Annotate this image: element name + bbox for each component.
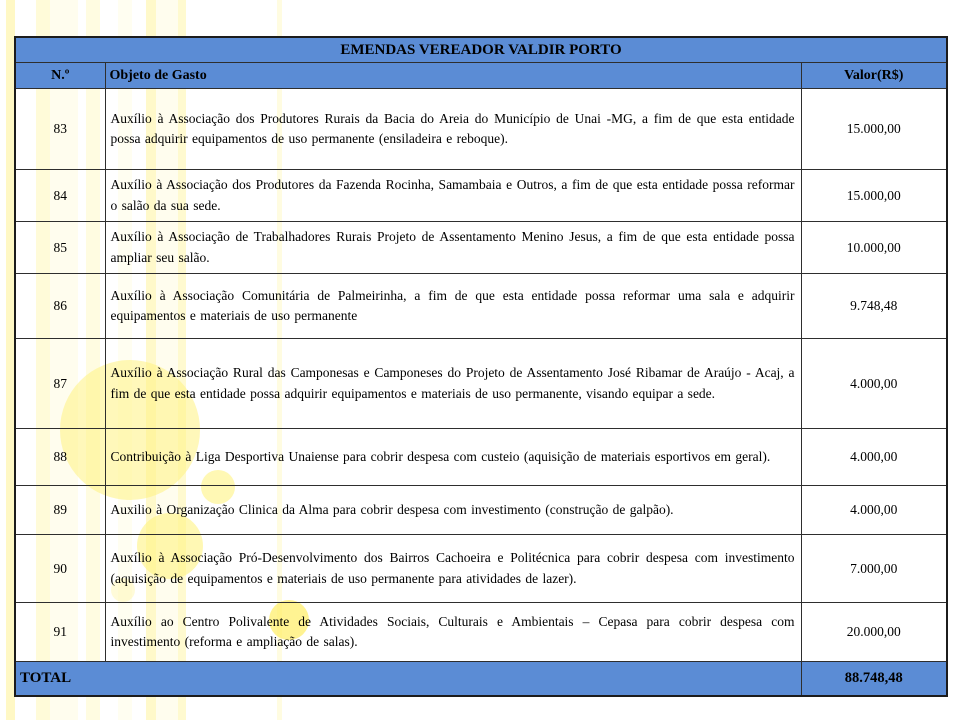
row-object-cell: Auxílio à Associação dos Produtores Rurais da Bacia do Areia do Município de Unai -MG, a fim de que esta entidade possa adquirir equipamentos de uso permanente (ensiladeira e reboque). [105,89,801,170]
table-title-row [15,37,947,63]
table-row [15,535,947,603]
row-number-cell: 85 [15,222,105,274]
row-number-cell: 86 [15,274,105,339]
row-number-cell: 84 [15,170,105,222]
table-total-row [15,662,947,697]
table-row [15,603,947,662]
row-value-cell: 15.000,00 [801,170,947,222]
table-row [15,170,947,222]
row-number-cell: 90 [15,535,105,603]
table-header-row [15,63,947,89]
row-object-cell: Auxílio à Associação Rural das Camponesas e Camponeses do Projeto de Assentamento José Ribamar de Araújo - Acaj, a fim de que esta entidade possa adquirir equipamentos e materiais de uso permanente, visando equipar a sede. [105,339,801,429]
row-object-cell: Auxílio ao Centro Polivalente de Atividades Sociais, Culturais e Ambientais – Cepasa para cobrir despesa com investimento (reforma e ampliação de salas). [105,603,801,662]
row-object-cell: Auxílio à Associação de Trabalhadores Rurais Projeto de Assentamento Menino Jesus, a fim de que esta entidade possa ampliar seu salão. [105,222,801,274]
table-row [15,486,947,535]
table-row [15,339,947,429]
row-number-cell: 88 [15,429,105,486]
table-row [15,429,947,486]
table-row [15,222,947,274]
row-value-cell: 9.748,48 [801,274,947,339]
table-title: EMENDAS VEREADOR VALDIR PORTO [15,37,947,63]
row-object-cell: Auxílio à Associação dos Produtores da Fazenda Rocinha, Samambaia e Outros, a fim de que esta entidade possa reformar o salão da sua sede. [105,170,801,222]
row-object-cell: Auxilio à Organização Clinica da Alma para cobrir despesa com investimento (construção de galpão). [105,486,801,535]
row-value-cell: 4.000,00 [801,486,947,535]
row-value-cell: 15.000,00 [801,89,947,170]
row-value-cell: 10.000,00 [801,222,947,274]
table-row [15,274,947,339]
row-number-cell: 91 [15,603,105,662]
row-number-cell: 83 [15,89,105,170]
row-object-cell: Contribuição à Liga Desportiva Unaiense para cobrir despesa com custeio (aquisição de materiais esportivos em geral). [105,429,801,486]
total-value: 88.748,48 [801,662,947,697]
table-body [15,89,947,662]
row-value-cell: 4.000,00 [801,429,947,486]
total-label: TOTAL [15,662,801,697]
header-number: N.º [15,63,105,89]
header-object: Objeto de Gasto [105,63,801,89]
row-object-cell: Auxílio à Associação Pró-Desenvolvimento dos Bairros Cachoeira e Politécnica para cobrir despesa com investimento (aquisição de equipamentos e materiais de uso permanente para atividades de lazer). [105,535,801,603]
row-value-cell: 20.000,00 [801,603,947,662]
table-row [15,89,947,170]
row-value-cell: 7.000,00 [801,535,947,603]
row-number-cell: 87 [15,339,105,429]
emendas-table [14,36,948,697]
row-value-cell: 4.000,00 [801,339,947,429]
header-value: Valor(R$) [801,63,947,89]
row-object-cell: Auxílio à Associação Comunitária de Palmeirinha, a fim de que esta entidade possa reformar uma sala e adquirir equipamentos e materiais de uso permanente [105,274,801,339]
row-number-cell: 89 [15,486,105,535]
